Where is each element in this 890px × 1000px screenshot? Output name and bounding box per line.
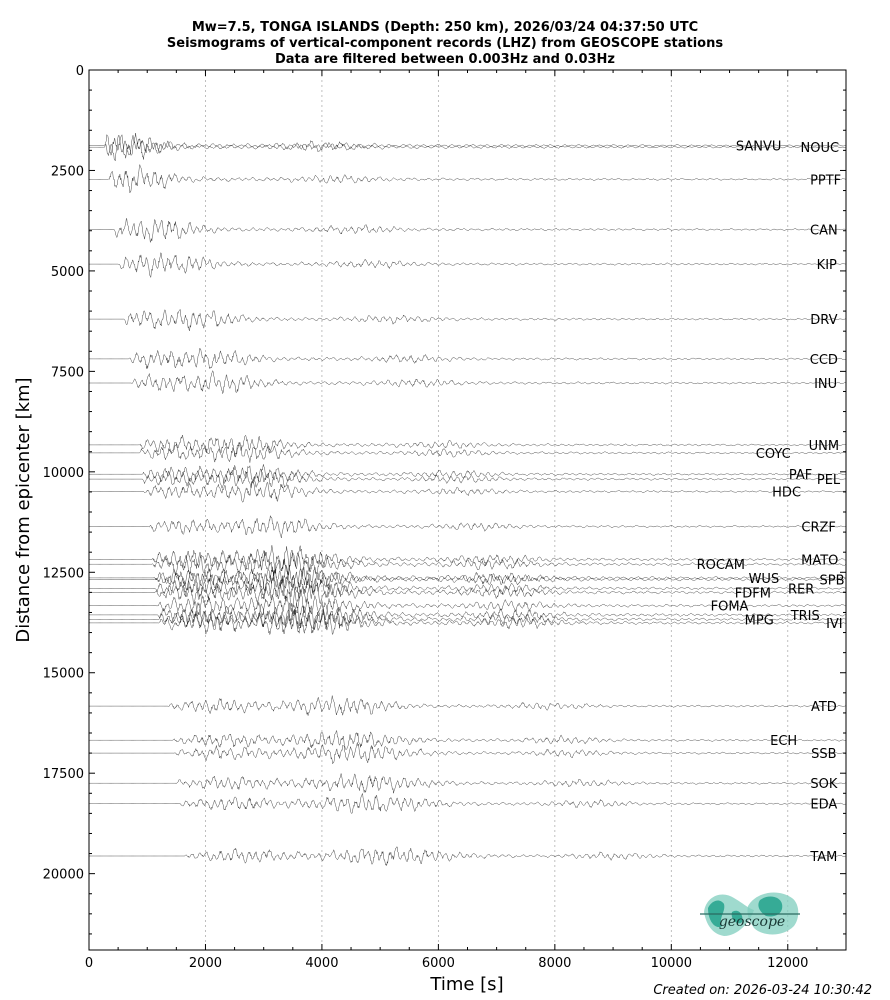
trace-crzf bbox=[89, 516, 846, 538]
y-tick-label-1: 2500 bbox=[50, 164, 84, 180]
station-label-tris: TRIS bbox=[790, 608, 820, 624]
trace-sok bbox=[89, 774, 846, 794]
station-label-spb: SPB bbox=[819, 573, 845, 589]
y-tick-label-0: 0 bbox=[75, 64, 84, 79]
gridlines bbox=[205, 70, 787, 950]
station-label-pel: PEL bbox=[816, 473, 841, 489]
station-label-inu: INU bbox=[814, 377, 838, 393]
y-tick-label-5: 12500 bbox=[42, 566, 84, 582]
trace-pel bbox=[89, 469, 846, 488]
trace-can bbox=[89, 218, 846, 242]
trace-ech bbox=[89, 731, 846, 750]
chart-title bbox=[167, 20, 723, 67]
station-label-ccd: CCD bbox=[809, 352, 838, 368]
trace-ccd bbox=[89, 348, 846, 368]
station-label-nouc: NOUC bbox=[800, 141, 840, 157]
trace-sanvu bbox=[89, 133, 846, 158]
y-tick-label-6: 15000 bbox=[42, 666, 84, 682]
trace-tam bbox=[89, 847, 846, 866]
station-label-hdc: HDC bbox=[772, 485, 802, 501]
station-label-unm: UNM bbox=[808, 438, 840, 454]
trace-paf bbox=[89, 464, 846, 483]
trace-kip bbox=[89, 253, 846, 278]
title-line-2: Seismograms of vertical-component records (LHZ) from GEOSCOPE stations bbox=[166, 36, 724, 51]
y-tick-label-8: 20000 bbox=[42, 867, 84, 883]
x-tick-label-2: 4000 bbox=[305, 956, 339, 971]
station-label-atd: ATD bbox=[810, 700, 837, 716]
x-tick-label-1: 2000 bbox=[188, 956, 223, 971]
title-line-3: Data are filtered between 0.003Hz and 0.03Hz bbox=[274, 52, 616, 67]
y-tick-label-4: 10000 bbox=[42, 465, 84, 481]
station-label-sanvu: SANVU bbox=[735, 139, 782, 155]
logo-text: geoscope bbox=[718, 914, 786, 930]
x-axis-label: Time [s] bbox=[430, 974, 504, 995]
geoscope-logo bbox=[700, 892, 800, 936]
x-axis-ticks bbox=[85, 70, 817, 971]
seismogram-traces bbox=[89, 133, 846, 866]
y-tick-label-7: 17500 bbox=[42, 767, 84, 783]
x-tick-label-3: 6000 bbox=[421, 956, 455, 971]
station-label-coyc: COYC bbox=[755, 446, 791, 462]
trace-ssb bbox=[89, 742, 846, 763]
created-timestamp: Created on: 2026-03-24 10:30:42 bbox=[653, 983, 872, 998]
x-tick-label-6: 12000 bbox=[767, 956, 809, 971]
x-tick-label-0: 0 bbox=[84, 956, 94, 971]
station-label-pptf: PPTF bbox=[810, 173, 842, 189]
plot-frame bbox=[89, 70, 846, 950]
y-tick-label-2: 5000 bbox=[50, 264, 84, 280]
station-label-crzf: CRZF bbox=[801, 520, 836, 536]
station-label-ivi: IVI bbox=[826, 616, 843, 632]
station-label-ech: ECH bbox=[770, 734, 798, 750]
station-label-wus: WUS bbox=[748, 571, 780, 587]
station-label-eda: EDA bbox=[810, 797, 838, 813]
station-label-ssb: SSB bbox=[811, 747, 837, 763]
station-label-mato: MATO bbox=[801, 553, 839, 569]
station-label-can: CAN bbox=[810, 223, 838, 239]
title-line-1: Mw=7.5, TONGA ISLANDS (Depth: 250 km), 2026/03/24 04:37:50 UTC bbox=[191, 20, 699, 35]
station-label-mpg: MPG bbox=[744, 613, 774, 629]
x-tick-label-5: 10000 bbox=[650, 956, 692, 971]
station-label-kip: KIP bbox=[816, 258, 837, 274]
station-label-tam: TAM bbox=[810, 849, 838, 865]
trace-pptf bbox=[89, 165, 846, 193]
trace-atd bbox=[89, 696, 846, 716]
trace-hdc bbox=[89, 481, 846, 502]
trace-eda bbox=[89, 794, 846, 814]
station-label-rer: RER bbox=[788, 582, 815, 598]
y-axis-label: Distance from epicenter [km] bbox=[13, 377, 34, 643]
trace-drv bbox=[89, 309, 846, 330]
trace-nouc bbox=[89, 135, 846, 161]
station-label-paf: PAF bbox=[788, 468, 813, 484]
station-label-rocam: ROCAM bbox=[696, 558, 746, 574]
trace-inu bbox=[89, 371, 846, 394]
station-label-sok: SOK bbox=[810, 777, 838, 793]
station-label-foma: FOMA bbox=[710, 599, 749, 615]
station-label-fdfm: FDFM bbox=[734, 586, 771, 602]
station-label-drv: DRV bbox=[810, 313, 838, 329]
station-labels bbox=[697, 140, 845, 865]
x-tick-label-4: 8000 bbox=[538, 956, 572, 971]
y-tick-label-3: 7500 bbox=[50, 365, 84, 381]
